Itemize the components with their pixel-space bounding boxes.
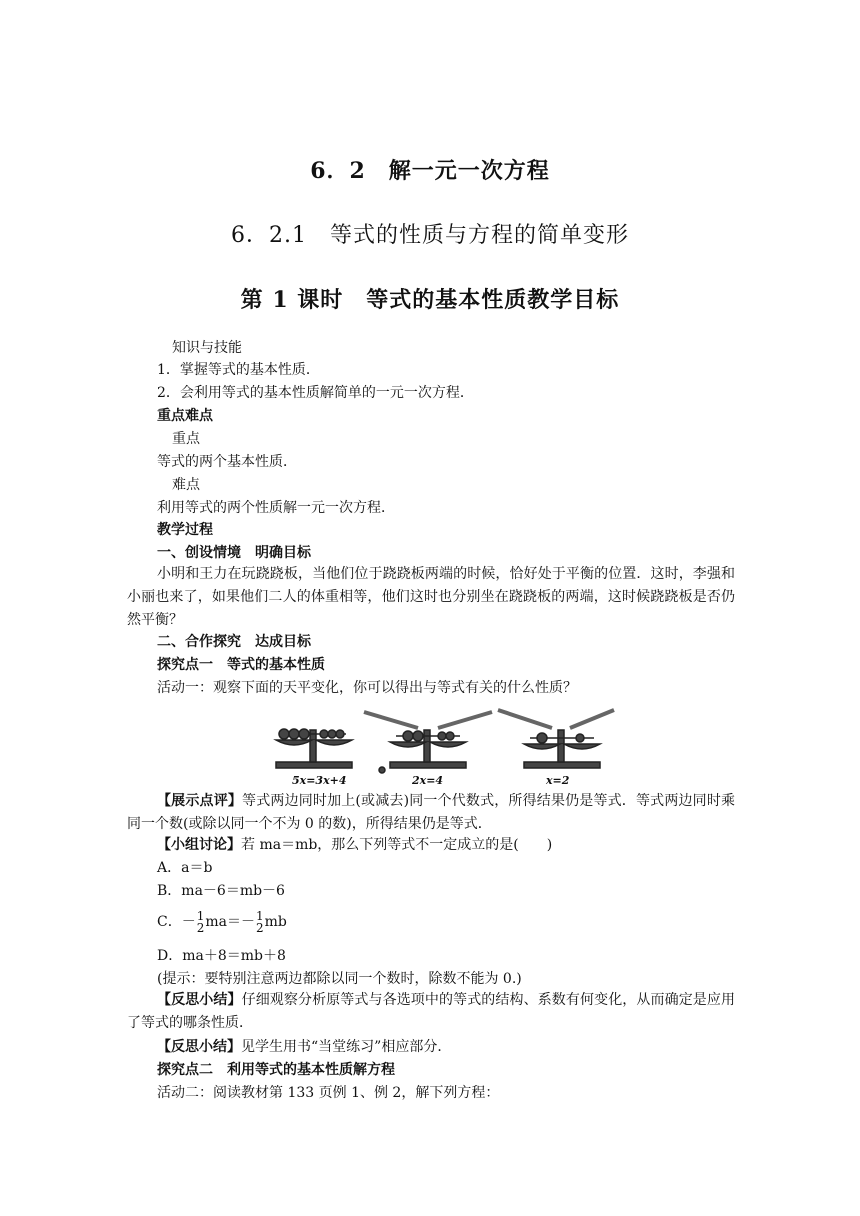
section-title: 6．2.1 等式的性质与方程的简单变形 [231,223,629,248]
option-d: D．ma＋8＝mb＋8 [157,948,286,964]
display-text: 等式两边同时加上(或减去)同一个代数式，所得结果仍是等式．等式两边同时乘同一个数(或除以同一个不为 0 的数)，所得结果仍是等式． [127,793,736,832]
activity1-text: 活动一：观察下面的天平变化，你可以得出与等式有关的什么性质？ [157,680,577,696]
option-c-prefix: C．－ [157,914,196,930]
goal-1: 1．掌握等式的基本性质． [157,362,320,378]
fraction-denominator: 2 [196,921,205,935]
hint-text: (提示：要特别注意两边都除以同一个数时，除数不能为 0.) [157,971,522,987]
difficult-label: 难点 [172,477,200,493]
display-comment [127,790,735,836]
balance-scales-figure [272,704,618,788]
process-heading: 教学过程 [157,522,213,538]
option-b: B．ma－6＝mb－6 [157,883,285,899]
key-difficult-heading: 重点难点 [157,408,213,424]
section1-heading: 一、创设情境 明确目标 [157,545,311,561]
knowledge-heading: 知识与技能 [172,340,242,356]
reflect2-tag: 【反思小结】 [157,1039,241,1055]
difficult-text: 利用等式的两个性质解一元一次方程． [157,500,395,516]
scale-caption-1: 5x=3x+4 [292,774,347,787]
option-c-end: mb [264,914,287,930]
fraction-numerator: 1 [255,909,264,923]
reflect-text: 仔细观察分析原等式与各选项中的等式的结构、系数有何变化，从而确定是应用了等式的哪条性质． [127,992,736,1031]
explore1-heading: 探究点一 等式的基本性质 [157,657,325,673]
option-a: A．a＝b [157,860,213,876]
reflect-summary-2 [157,1037,451,1057]
reflect-summary-1 [127,989,735,1035]
fraction-half-1 [197,910,205,934]
fraction-half-2 [256,910,264,934]
key-text: 等式的两个基本性质． [157,454,297,470]
group-tag: 【小组讨论】 [157,837,241,853]
fraction-denominator: 2 [255,921,264,935]
goal-2: 2．会利用等式的基本性质解简单的一元一次方程． [157,385,474,401]
lesson-title: 6．2 解一元一次方程 [310,158,550,184]
display-tag: 【展示点评】 [157,793,243,809]
explore2-heading: 探究点二 利用等式的基本性质解方程 [157,1062,395,1078]
option-c-middle: ma＝－ [205,914,255,930]
section1-paragraph: 小明和王力在玩跷跷板，当他们位于跷跷板两端的时候，恰好处于平衡的位置．这时，李强和小丽也来了，如果他们二人的体重相等，他们这时也分别坐在跷跷板的两端，这时候跷跷板是否仍然平衡？ [127,566,735,628]
section2-heading: 二、合作探究 达成目标 [157,634,311,650]
fraction-numerator: 1 [196,909,205,923]
group-text: 若 ma＝mb，那么下列等式不一定成立的是( ) [241,837,553,853]
period-title: 第 1 课时 等式的基本性质教学目标 [240,287,620,313]
scale-caption-3: x=2 [546,774,570,787]
option-c [157,908,287,936]
balance-scales-icon [272,704,618,776]
group-discussion [157,835,552,855]
scale-caption-2: 2x=4 [412,774,444,787]
key-label: 重点 [172,431,200,447]
reflect2-text: 见学生用书“当堂练习”相应部分． [241,1039,452,1055]
reflect-tag: 【反思小结】 [157,992,242,1008]
activity2-text: 活动二：阅读教材第 133 页例 1、例 2，解下列方程： [157,1085,500,1101]
